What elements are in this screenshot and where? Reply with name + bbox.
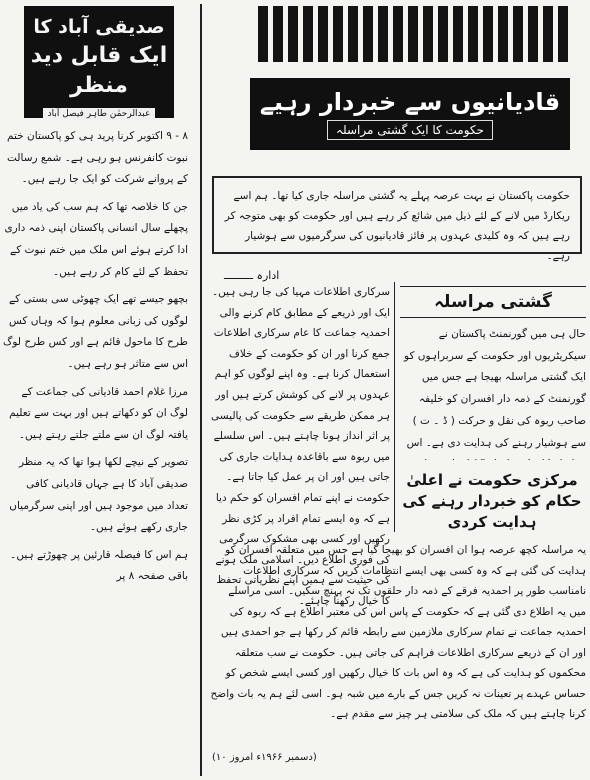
bottom-article-text: یہ مراسلہ کچھ عرصہ ہوا ان افسران کو بھیجا گیا ہے جس میں متعلقہ افسران کو ہدایت کی گئی ہے کہ وہ کسی بھی ایسے انتظامات کریں کہ سرکاری اطلاعات نامناسب طور پر احمدیہ فرقے کے ذمہ دار حلقوں تک نہ پہنچ سکیں۔ اسی مراسلے میں یہ اطلاع دی گئی ہے کہ حکومت کے پاس اس کی معتبر اطلاع ہے کہ ربوہ کی احمدیہ جماعت نے تمام سرکاری ملازمین سے رابطہ قائم کر رکھا ہے جو احمدی ہیں اور ان کے ذریعے سرکاری اطلاعات فراہم کی جاتی ہیں۔ حکومت نے سب متعلقہ محکموں کو ہدایت کی ہے کہ وہ اس بات کا خیال رکھیں اور کسی ایسے شخص کو حساس عہدے پر تعینات نہ کریں جس کے بارے میں شبہ ہو۔ اسی لئے ہم یہ بات واضح کرنا چاہتے ہیں کہ ملک کی سلامتی ہر چیز سے مقدم ہے۔ bbox=[210, 544, 586, 720]
left-paragraph-1: ۸ - ۹ اکتوبر کرنا پرید ہی کو پاکستان ختم نبوت کانفرنس ہو رہی ہے۔ شمع رسالت کے پروانے شرکت کو ایک جا رہے ہیں۔ bbox=[6, 130, 188, 186]
headline-subtitle: حکومت کا ایک گشتی مراسلہ bbox=[327, 120, 493, 140]
headline-banner bbox=[250, 78, 570, 150]
left-article-title-box bbox=[24, 6, 174, 118]
decorative-stripes bbox=[258, 6, 568, 62]
editor-note-text: حکومت پاکستان نے بہت عرصہ پہلے یہ گشتی مراسلہ جاری کیا تھا۔ ہم اسے ریکارڈ میں لانے کے لئے ذیل میں شائع کر رہے ہیں اور حکومت کو بھی متوجہ کر رہے ہیں کہ وہ کلیدی عہدوں پر فائز قادیانیوں کی سرگرمیوں سے ہوشیار رہے۔ bbox=[224, 190, 570, 262]
column-rule bbox=[200, 4, 202, 776]
left-paragraph-5: تصویر کے نیچے لکھا ہوا تھا کہ یہ منظر صدیقی آباد کا ہے جہاں قادیانی کافی تعداد میں موجود ہیں اور اپنی سرگرمیاں جاری رکھے ہوئے ہیں۔ bbox=[9, 456, 188, 534]
middle-column-text: سرکاری اطلاعات مہیا کی جا رہی ہیں۔ ایک اور ذریعے کے مطابق کام کرنے والی احمدیہ جماعت کا عام سرکاری اطلاعات جمع کرنا اور ان کو حکومت کے خلاف استعمال کرنا ہے۔ وہ اپنے لوگوں کو اہم عہدوں پر لانے کی کوشش کرتے ہیں اور ہر ممکن طریقے سے حکومت کی پالیسی پر اثر انداز ہونا چاہتے ہیں۔ اس سلسلے میں ربوہ سے باقاعدہ ہدایات جاری کی جاتی ہیں اور ان پر عمل کیا جاتا ہے۔ حکومت نے اپنے تمام افسران کو حکم دیا ہے کہ وہ ایسے تمام افراد پر کڑی نظر رکھیں اور کسی بھی مشکوک سرگرمی کی فوری اطلاع دیں۔ اسلامی ملک ہونے کی حیثیت سے ہمیں اپنے نظریاتی تحفظ کا خیال رکھنا چاہئے۔ bbox=[211, 286, 390, 607]
left-byline: عبدالرحمٰن طاہر فیصل آباد bbox=[43, 108, 156, 120]
left-title-line2: ایک قابل دید منظر bbox=[30, 43, 168, 98]
masthead bbox=[210, 4, 586, 164]
left-title-line1: صدیقی آباد کا bbox=[33, 16, 165, 38]
left-paragraph-4: مرزا غلام احمد قادیانی کی جماعت کے لوگ ان کو دکھاتے ہیں اور بہت سے تعلیم یافتہ لوگ ان سے ملتے جلتے رہتے ہیں۔ bbox=[9, 385, 188, 441]
circular-body: حال ہی میں گورنمنٹ پاکستان نے سیکریٹریوں اور حکومت کے سربراہوں کو ایک گشتی مراسلہ بھیجا ہے جس میں گورنمنٹ کے ذمہ دار افسران کو خلیفہ صاحب ربوہ کی نقل و حرکت ( ڈ ۔ ت ) سے ہوشیار رہنے کی ہدایت دی ہے۔ اس bbox=[404, 328, 586, 449]
left-paragraph-3: بچھو جیسے تھے ایک چھوٹی سی بستی کے لوگوں کی زبانی معلوم ہوا کہ وہاں کس طرح کا ماحول قائم ہے اور کس طرح لوگ اس سے متاثر ہو رہے ہیں۔ bbox=[2, 293, 188, 370]
left-article-text bbox=[2, 126, 188, 776]
editor-note-signature: ادارہ ـــــــــ bbox=[224, 269, 280, 282]
left-paragraph-6: ہم اس کا فیصلہ قارئین پر چھوڑتے ہیں۔ باقی صفحہ ۸ پر bbox=[10, 548, 188, 583]
editor-note-box bbox=[212, 176, 582, 282]
circular-heading: گشتی مراسلہ bbox=[400, 286, 586, 318]
left-paragraph-2: جن کا خلاصہ تھا کہ ہم سب کی یاد میں پچھلے سال انسانی پاکستان اپنی ذمہ داری ادا کرتے ہوئے اس ملک میں ختم نبوت کے تحفظ کے لئے کام کر رہے ہیں۔ bbox=[4, 200, 188, 278]
source-signoff: (۱۰ دسمبر ۱۹۶۶ء امروز) bbox=[212, 752, 317, 763]
government-warning-heading: مرکزی حکومت نے اعلیٰ حکام کو خبردار رہنے کی ہدایت کردی bbox=[402, 471, 582, 531]
middle-divider bbox=[394, 282, 395, 532]
main-headline: قادیانیوں سے خبردار رہیے bbox=[259, 88, 561, 116]
